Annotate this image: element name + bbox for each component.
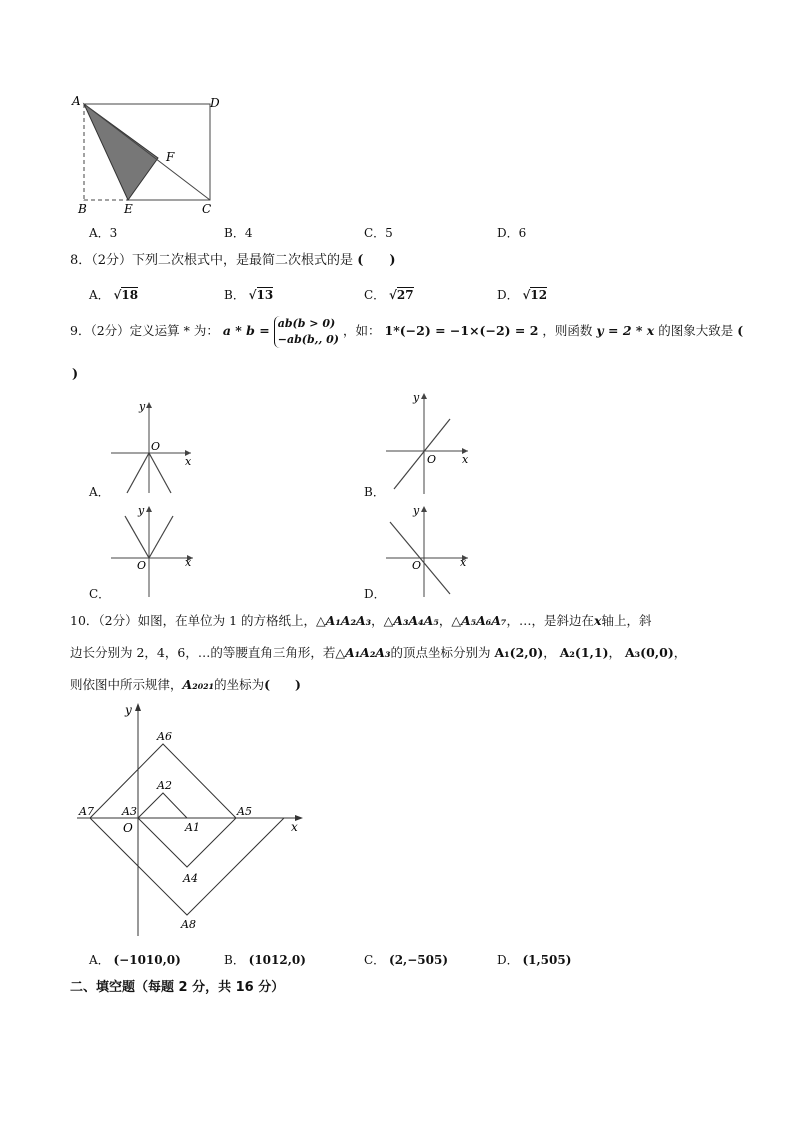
q10-line3 <box>70 676 301 694</box>
q10-line1-a: 10．（2分）如图，在单位为 1 的方格纸上，△ <box>70 613 326 628</box>
q10-label-a6: A6 <box>157 730 172 743</box>
q9-graph-c-o: O <box>137 559 147 572</box>
q10-option-c <box>364 951 448 968</box>
q10-line1-c: 轴上，斜 <box>601 613 652 628</box>
q7-option-b: B．4 <box>224 226 253 240</box>
q7-label-d: D <box>210 96 220 110</box>
q10-label-a2: A2 <box>157 779 172 792</box>
q10-tri1-again: A₁A₂A₃ <box>344 645 391 660</box>
q8-paren: ( ) <box>357 253 396 268</box>
q10-p3: A₃(0,0) <box>624 645 674 660</box>
q10-label-x: x <box>291 820 298 834</box>
q9-graph-b-o: O <box>427 453 437 466</box>
q8-option-c-letter: C． <box>364 288 386 302</box>
q10-label-a4: A4 <box>183 872 198 885</box>
q9-graph-b <box>380 389 475 497</box>
q10-sep1: ，△ <box>371 613 394 628</box>
q10-line1-b: ，…，是斜边在 <box>506 613 594 628</box>
q8-option-b-letter: B． <box>224 288 245 302</box>
q9-graph-b-y: y <box>413 391 420 404</box>
q10-line1 <box>70 612 651 630</box>
q7-option-c: C．5 <box>364 226 393 240</box>
q10-triangle-small <box>138 793 187 818</box>
q9-graph-a-o: O <box>151 440 161 453</box>
q8-option-d-radicand: 12 <box>530 288 548 302</box>
q7-label-a: A <box>72 95 81 108</box>
q9-graph-a-y: y <box>139 400 146 413</box>
q8-option-c-radical: √27 <box>389 288 414 302</box>
q10-label-y: y <box>125 703 132 717</box>
q9-graph-a-x: x <box>185 455 192 468</box>
q9-stem <box>70 316 744 346</box>
q10-tri3: A₅A₆A₇ <box>460 613 507 628</box>
q10-line3-b: 的坐标为 <box>214 677 265 692</box>
q9-paren-open: ( <box>737 323 744 338</box>
q8-option-a-radical: √18 <box>113 288 139 302</box>
q8-option-a-letter: A． <box>89 288 110 302</box>
section-2-title: 二、填空题（每题 2 分，共 16 分） <box>70 980 285 995</box>
q9-graph-c-y: y <box>138 504 145 517</box>
q7-option-a: A．3 <box>89 226 118 240</box>
q10-comma2: ， <box>608 645 621 660</box>
q10-option-d-letter: D． <box>497 953 519 967</box>
q9-example: 1*(−2) = −1×(−2) = 2 <box>384 323 539 338</box>
q10-line2-end: ， <box>673 645 687 660</box>
q10-comma1: ， <box>543 645 556 660</box>
q7-figure <box>70 95 230 220</box>
q9-question-mid: ，则函数 <box>542 323 593 338</box>
q10-label-a7: A7 <box>79 805 94 818</box>
q8-option-b-radical: √13 <box>248 288 274 302</box>
q7-label-c: C <box>202 202 212 216</box>
q7-label-b: B <box>78 202 87 216</box>
q10-option-b-letter: B． <box>224 953 245 967</box>
q10-label-a5: A5 <box>237 805 252 818</box>
q8-option-b <box>224 286 273 303</box>
q8-option-c-radicand: 27 <box>396 288 414 302</box>
q10-tri1: A₁A₂A₃ <box>325 613 372 628</box>
q10-xaxis: x <box>593 613 602 628</box>
q10-option-a-letter: A． <box>89 953 110 967</box>
q10-line3-a: 则依图中所示规律， <box>70 677 183 692</box>
q10-line2-a: 边长分别为 2，4，6，…的等腰直角三角形，若△ <box>70 645 345 660</box>
q8-option-d-radical: √12 <box>522 288 548 302</box>
q9-paren-close: ) <box>72 367 79 382</box>
q9-def-lhs: a * b = <box>222 323 270 338</box>
q9-example-prefix: ，如： <box>343 323 381 338</box>
q9-question-end: 的图象大致是 <box>658 323 734 338</box>
q9-graph-d-x: x <box>460 556 467 569</box>
q9-graph-d-o: O <box>412 559 422 572</box>
q10-option-a <box>89 951 181 968</box>
q7-option-d: D．6 <box>497 226 527 240</box>
q9-case2: −ab(b,, 0) <box>277 332 340 346</box>
q8-stem <box>70 252 396 270</box>
q7-label-f: F <box>166 150 175 164</box>
q9-option-c: C． <box>89 587 111 601</box>
q10-label-o: O <box>123 821 133 835</box>
q7-label-e: E <box>124 202 133 216</box>
q9-brace <box>274 316 339 348</box>
q9-func: y = 2 * x <box>596 323 655 338</box>
q10-line2 <box>70 644 686 662</box>
q9-graph-c <box>105 502 200 600</box>
q10-option-d-value: (1,505) <box>522 953 572 967</box>
q10-option-b <box>224 951 306 968</box>
q7-diagonal-ac <box>84 104 210 200</box>
q9-case1: ab(b > 0) <box>277 316 336 330</box>
q10-option-a-value: (−1010,0) <box>113 953 181 967</box>
q8-option-d <box>497 286 547 303</box>
q9-graph-c-x: x <box>185 556 192 569</box>
q8-option-c <box>364 286 414 303</box>
q10-p2: A₂(1,1) <box>559 645 609 660</box>
q9-option-d: D． <box>364 587 386 601</box>
q10-label-a3: A3 <box>122 805 137 818</box>
q10-option-b-value: (1012,0) <box>248 953 306 967</box>
q10-a2021: A₂₀₂₁ <box>182 677 215 692</box>
q9-option-b: B． <box>364 485 385 499</box>
q10-p1: A₁(2,0) <box>494 645 544 660</box>
q10-line2-b: 的顶点坐标分别为 <box>390 645 491 660</box>
q10-paren: ( ) <box>264 677 301 692</box>
q9-graph-a <box>105 398 195 496</box>
q8-option-a-radicand: 18 <box>121 288 139 302</box>
q8-option-b-radicand: 13 <box>256 288 274 302</box>
q10-label-a1: A1 <box>185 821 200 834</box>
q10-option-d <box>497 951 571 968</box>
q10-label-a8: A8 <box>181 918 196 931</box>
q9-option-a: A． <box>89 485 110 499</box>
q9-graph-b-x: x <box>462 453 469 466</box>
q9-stem-prefix: 9．（2分）定义运算 * 为： <box>70 323 219 338</box>
q8-stem-text: 8．（2分）下列二次根式中，是最简二次根式的是 <box>70 253 354 268</box>
q9-graph-d-y: y <box>413 504 420 517</box>
q10-figure <box>75 700 315 940</box>
q8-option-a <box>89 286 138 303</box>
q10-option-c-value: (2,−505) <box>389 953 449 967</box>
q10-sep2: ，△ <box>438 613 461 628</box>
q10-option-c-letter: C． <box>364 953 386 967</box>
q8-option-d-letter: D． <box>497 288 519 302</box>
q9-graph-d <box>380 502 475 600</box>
q10-tri2: A₃A₄A₅ <box>393 613 439 628</box>
